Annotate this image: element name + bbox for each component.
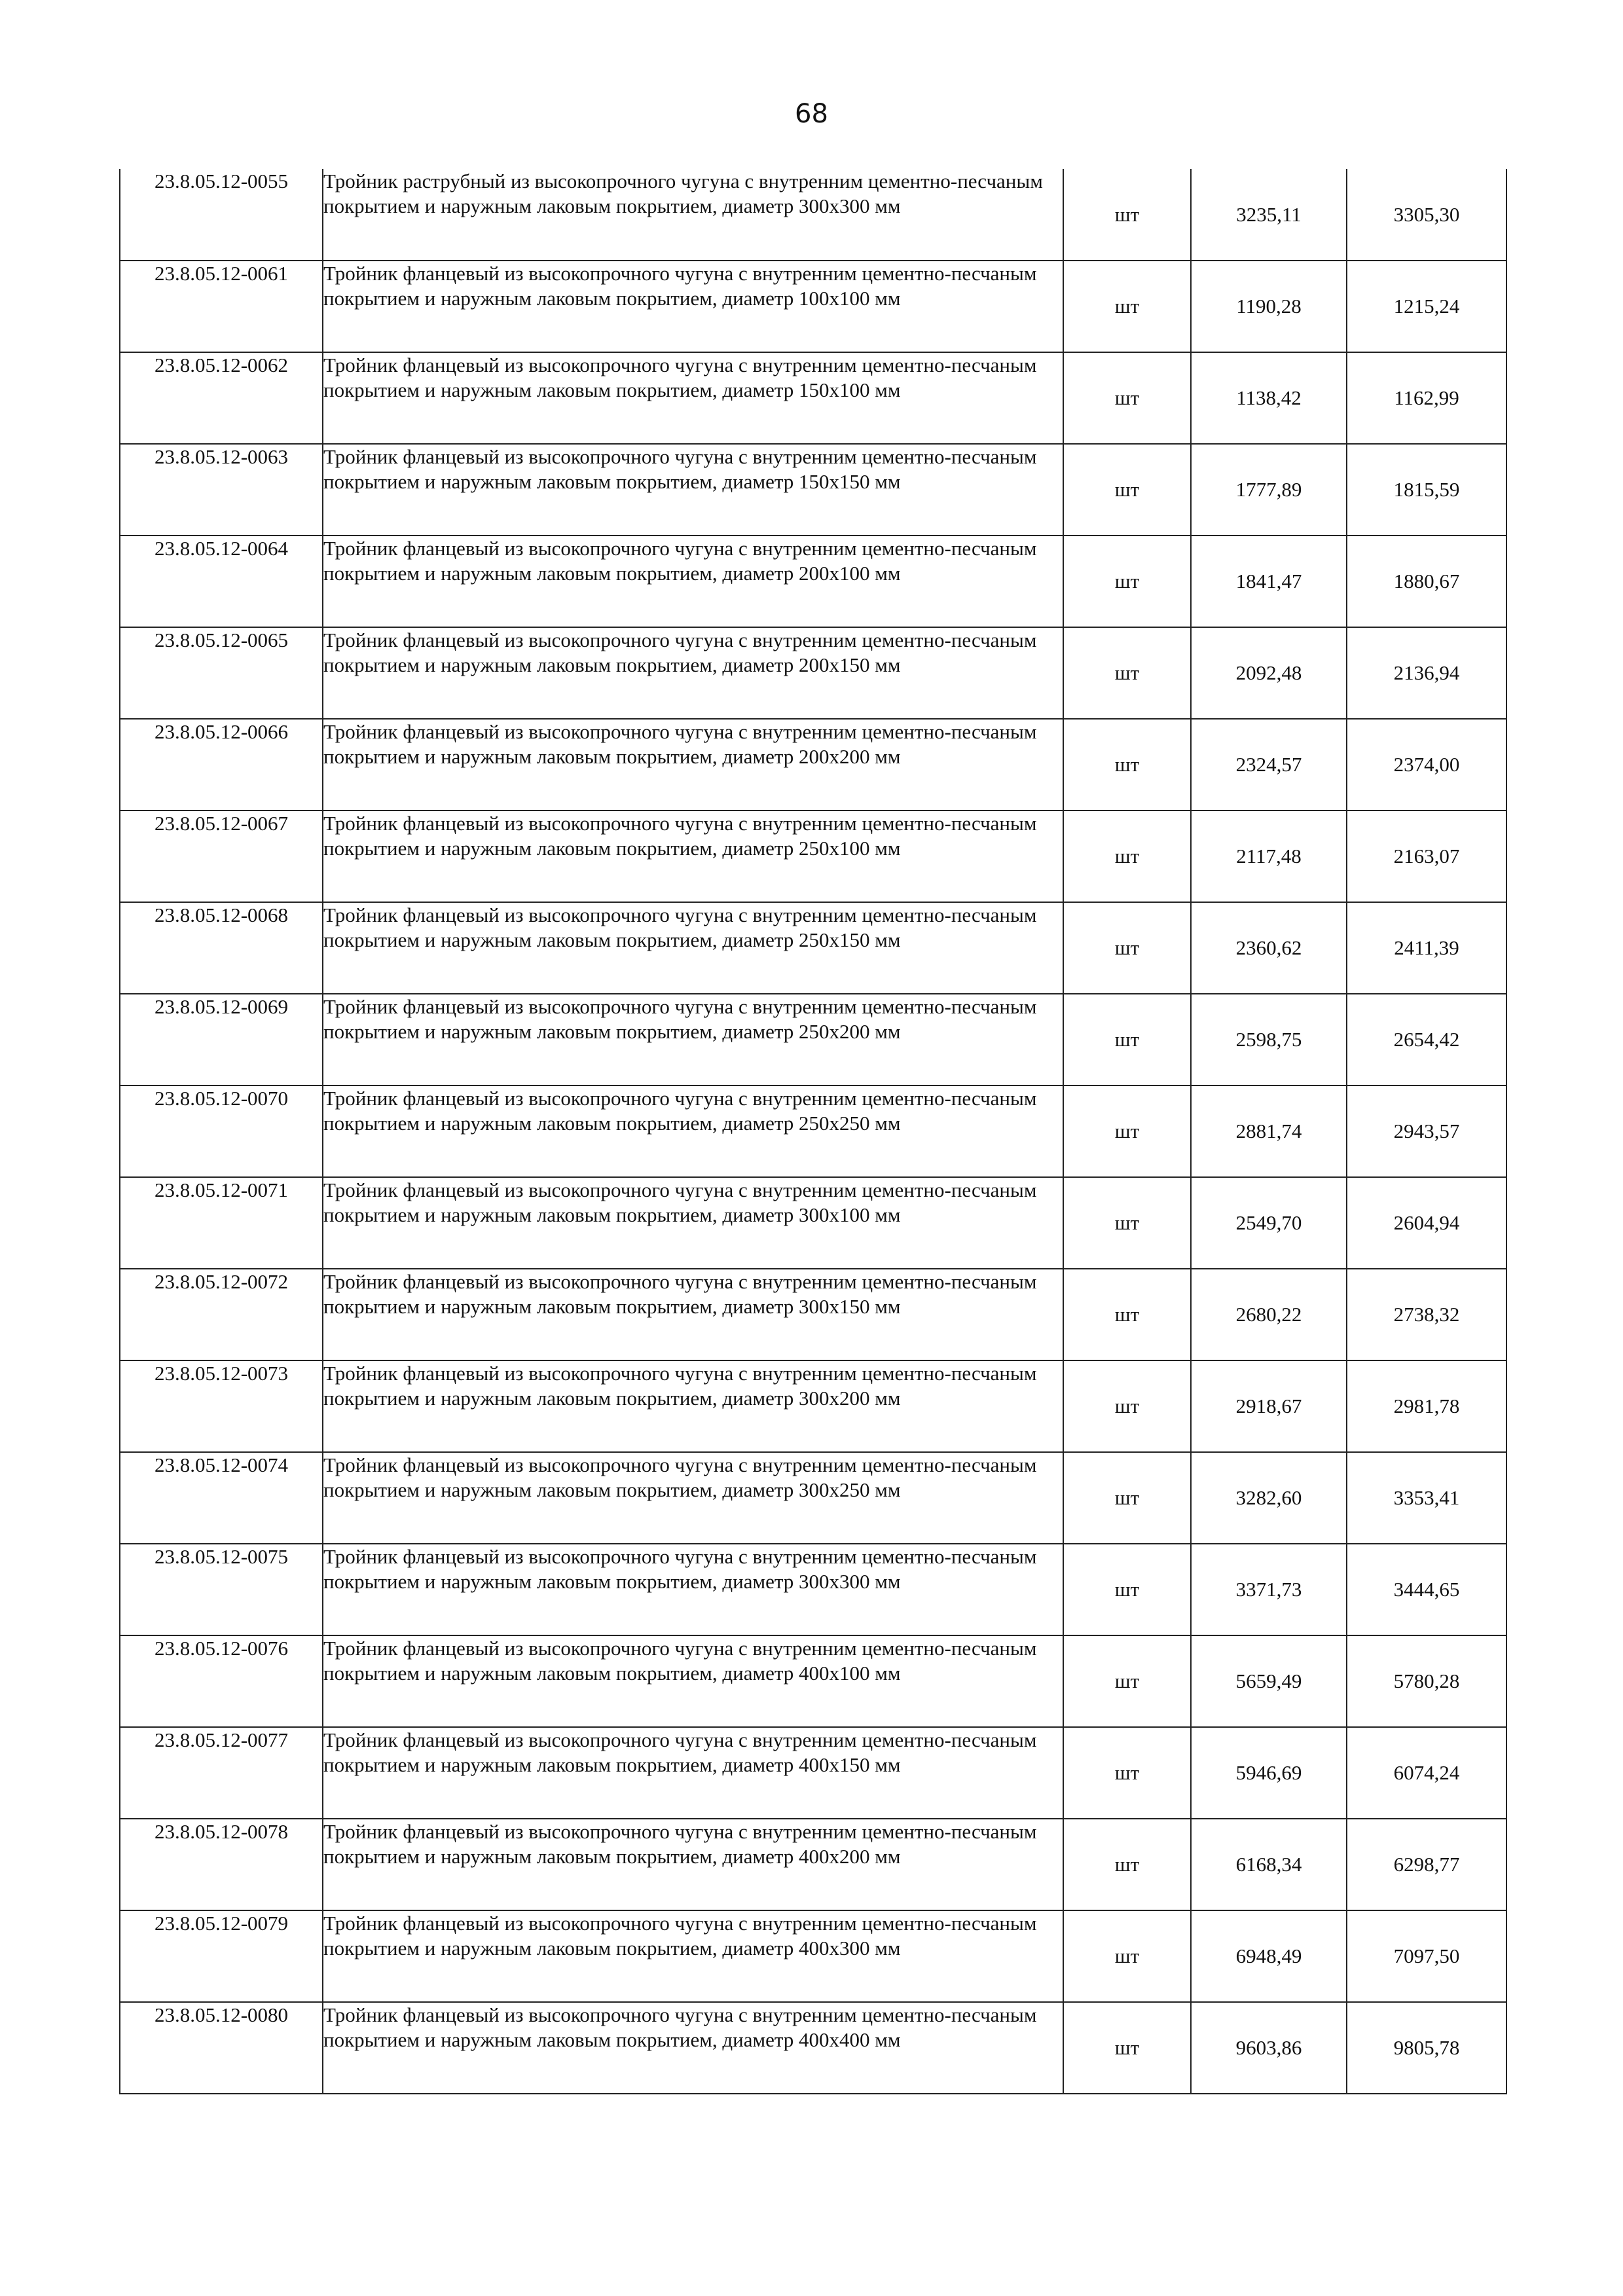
table-row xyxy=(120,1452,1506,1544)
table-row xyxy=(120,1910,1506,2002)
price-1-cell: 3282,60 xyxy=(1191,1452,1347,1544)
item-code-cell: 23.8.05.12-0065 xyxy=(120,627,323,719)
item-code-cell: 23.8.05.12-0076 xyxy=(120,1635,323,1727)
item-code-cell: 23.8.05.12-0070 xyxy=(120,1085,323,1177)
unit-cell: шт xyxy=(1063,1452,1191,1544)
table-row xyxy=(120,169,1506,261)
unit-cell: шт xyxy=(1063,811,1191,902)
price-1-cell: 2092,48 xyxy=(1191,627,1347,719)
price-2-cell: 2604,94 xyxy=(1347,1177,1506,1269)
item-description-cell: Тройник фланцевый из высокопрочного чугуна с внутренним цементно-песчаным покрытием и наружным лаковым покрытием, диаметр 400х300 мм xyxy=(323,1910,1063,2002)
price-2-cell: 6074,24 xyxy=(1347,1727,1506,1819)
price-1-cell: 3235,11 xyxy=(1191,169,1347,261)
unit-cell: шт xyxy=(1063,627,1191,719)
price-1-cell: 2117,48 xyxy=(1191,811,1347,902)
item-description-cell: Тройник фланцевый из высокопрочного чугуна с внутренним цементно-песчаным покрытием и наружным лаковым покрытием, диаметр 150х100 мм xyxy=(323,352,1063,444)
price-1-cell: 2881,74 xyxy=(1191,1085,1347,1177)
price-1-cell: 9603,86 xyxy=(1191,2002,1347,2094)
item-code-cell: 23.8.05.12-0078 xyxy=(120,1819,323,1910)
unit-cell: шт xyxy=(1063,444,1191,536)
item-description-cell: Тройник фланцевый из высокопрочного чугуна с внутренним цементно-песчаным покрытием и наружным лаковым покрытием, диаметр 200х200 мм xyxy=(323,719,1063,811)
unit-cell: шт xyxy=(1063,1635,1191,1727)
unit-cell: шт xyxy=(1063,1819,1191,1910)
price-2-cell: 3353,41 xyxy=(1347,1452,1506,1544)
item-code-cell: 23.8.05.12-0079 xyxy=(120,1910,323,2002)
item-description-cell: Тройник фланцевый из высокопрочного чугуна с внутренним цементно-песчаным покрытием и наружным лаковым покрытием, диаметр 400х200 мм xyxy=(323,1819,1063,1910)
item-description-cell: Тройник фланцевый из высокопрочного чугуна с внутренним цементно-песчаным покрытием и наружным лаковым покрытием, диаметр 200х150 мм xyxy=(323,627,1063,719)
price-2-cell: 1215,24 xyxy=(1347,261,1506,352)
table-row xyxy=(120,811,1506,902)
price-1-cell: 2680,22 xyxy=(1191,1269,1347,1360)
unit-cell: шт xyxy=(1063,1360,1191,1452)
price-2-cell: 5780,28 xyxy=(1347,1635,1506,1727)
price-1-cell: 3371,73 xyxy=(1191,1544,1347,1635)
price-2-cell: 2654,42 xyxy=(1347,994,1506,1085)
price-1-cell: 5946,69 xyxy=(1191,1727,1347,1819)
item-description-cell: Тройник фланцевый из высокопрочного чугуна с внутренним цементно-песчаным покрытием и наружным лаковым покрытием, диаметр 200х100 мм xyxy=(323,536,1063,627)
item-description-cell: Тройник фланцевый из высокопрочного чугуна с внутренним цементно-песчаным покрытием и наружным лаковым покрытием, диаметр 400х400 мм xyxy=(323,2002,1063,2094)
item-code-cell: 23.8.05.12-0074 xyxy=(120,1452,323,1544)
item-code-cell: 23.8.05.12-0069 xyxy=(120,994,323,1085)
item-description-cell: Тройник фланцевый из высокопрочного чугуна с внутренним цементно-песчаным покрытием и наружным лаковым покрытием, диаметр 400х150 мм xyxy=(323,1727,1063,1819)
item-description-cell: Тройник фланцевый из высокопрочного чугуна с внутренним цементно-песчаным покрытием и наружным лаковым покрытием, диаметр 250х200 мм xyxy=(323,994,1063,1085)
table-row xyxy=(120,1360,1506,1452)
price-2-cell: 2374,00 xyxy=(1347,719,1506,811)
price-2-cell: 9805,78 xyxy=(1347,2002,1506,2094)
price-1-cell: 1777,89 xyxy=(1191,444,1347,536)
page-number: 68 xyxy=(795,99,828,129)
table-row xyxy=(120,1085,1506,1177)
item-description-cell: Тройник фланцевый из высокопрочного чугуна с внутренним цементно-песчаным покрытием и наружным лаковым покрытием, диаметр 300х100 мм xyxy=(323,1177,1063,1269)
item-description-cell: Тройник фланцевый из высокопрочного чугуна с внутренним цементно-песчаным покрытием и наружным лаковым покрытием, диаметр 150х150 мм xyxy=(323,444,1063,536)
unit-cell: шт xyxy=(1063,1544,1191,1635)
price-2-cell: 2943,57 xyxy=(1347,1085,1506,1177)
price-2-cell: 1880,67 xyxy=(1347,536,1506,627)
unit-cell: шт xyxy=(1063,261,1191,352)
price-2-cell: 2163,07 xyxy=(1347,811,1506,902)
item-code-cell: 23.8.05.12-0073 xyxy=(120,1360,323,1452)
item-code-cell: 23.8.05.12-0071 xyxy=(120,1177,323,1269)
price-2-cell: 2981,78 xyxy=(1347,1360,1506,1452)
item-description-cell: Тройник фланцевый из высокопрочного чугуна с внутренним цементно-песчаным покрытием и наружным лаковым покрытием, диаметр 300х200 мм xyxy=(323,1360,1063,1452)
item-description-cell: Тройник фланцевый из высокопрочного чугуна с внутренним цементно-песчаным покрытием и наружным лаковым покрытием, диаметр 100х100 мм xyxy=(323,261,1063,352)
unit-cell: шт xyxy=(1063,719,1191,811)
price-2-cell: 6298,77 xyxy=(1347,1819,1506,1910)
price-2-cell: 1162,99 xyxy=(1347,352,1506,444)
price-2-cell: 2136,94 xyxy=(1347,627,1506,719)
table-row xyxy=(120,444,1506,536)
price-2-cell: 3305,30 xyxy=(1347,169,1506,261)
table-row xyxy=(120,1635,1506,1727)
item-description-cell: Тройник фланцевый из высокопрочного чугуна с внутренним цементно-песчаным покрытием и наружным лаковым покрытием, диаметр 400х100 мм xyxy=(323,1635,1063,1727)
unit-cell: шт xyxy=(1063,536,1191,627)
item-code-cell: 23.8.05.12-0062 xyxy=(120,352,323,444)
price-2-cell: 2738,32 xyxy=(1347,1269,1506,1360)
price-1-cell: 1841,47 xyxy=(1191,536,1347,627)
item-code-cell: 23.8.05.12-0068 xyxy=(120,902,323,994)
item-code-cell: 23.8.05.12-0064 xyxy=(120,536,323,627)
price-1-cell: 1138,42 xyxy=(1191,352,1347,444)
unit-cell: шт xyxy=(1063,1177,1191,1269)
item-code-cell: 23.8.05.12-0080 xyxy=(120,2002,323,2094)
item-description-cell: Тройник фланцевый из высокопрочного чугуна с внутренним цементно-песчаным покрытием и наружным лаковым покрытием, диаметр 250х250 мм xyxy=(323,1085,1063,1177)
table-row xyxy=(120,1177,1506,1269)
table-row xyxy=(120,1269,1506,1360)
table-row xyxy=(120,902,1506,994)
item-description-cell: Тройник фланцевый из высокопрочного чугуна с внутренним цементно-песчаным покрытием и наружным лаковым покрытием, диаметр 250х100 мм xyxy=(323,811,1063,902)
price-1-cell: 2918,67 xyxy=(1191,1360,1347,1452)
unit-cell: шт xyxy=(1063,1727,1191,1819)
price-table xyxy=(119,169,1507,2094)
item-code-cell: 23.8.05.12-0055 xyxy=(120,169,323,261)
table-row xyxy=(120,1819,1506,1910)
price-1-cell: 2360,62 xyxy=(1191,902,1347,994)
item-code-cell: 23.8.05.12-0072 xyxy=(120,1269,323,1360)
unit-cell: шт xyxy=(1063,1085,1191,1177)
unit-cell: шт xyxy=(1063,1269,1191,1360)
table-row xyxy=(120,627,1506,719)
unit-cell: шт xyxy=(1063,994,1191,1085)
table-row xyxy=(120,1544,1506,1635)
table-row xyxy=(120,261,1506,352)
unit-cell: шт xyxy=(1063,902,1191,994)
table-row xyxy=(120,1727,1506,1819)
item-description-cell: Тройник фланцевый из высокопрочного чугуна с внутренним цементно-песчаным покрытием и наружным лаковым покрытием, диаметр 300х250 мм xyxy=(323,1452,1063,1544)
item-description-cell: Тройник фланцевый из высокопрочного чугуна с внутренним цементно-песчаным покрытием и наружным лаковым покрытием, диаметр 250х150 мм xyxy=(323,902,1063,994)
price-1-cell: 2598,75 xyxy=(1191,994,1347,1085)
item-description-cell: Тройник раструбный из высокопрочного чугуна с внутренним цементно-песчаным покрытием и наружным лаковым покрытием, диаметр 300х300 мм xyxy=(323,169,1063,261)
unit-cell: шт xyxy=(1063,169,1191,261)
item-code-cell: 23.8.05.12-0063 xyxy=(120,444,323,536)
price-2-cell: 3444,65 xyxy=(1347,1544,1506,1635)
unit-cell: шт xyxy=(1063,2002,1191,2094)
unit-cell: шт xyxy=(1063,352,1191,444)
price-2-cell: 1815,59 xyxy=(1347,444,1506,536)
price-1-cell: 2549,70 xyxy=(1191,1177,1347,1269)
table-row xyxy=(120,536,1506,627)
unit-cell: шт xyxy=(1063,1910,1191,2002)
price-1-cell: 6948,49 xyxy=(1191,1910,1347,2002)
item-code-cell: 23.8.05.12-0066 xyxy=(120,719,323,811)
item-code-cell: 23.8.05.12-0075 xyxy=(120,1544,323,1635)
table-row xyxy=(120,2002,1506,2094)
item-description-cell: Тройник фланцевый из высокопрочного чугуна с внутренним цементно-песчаным покрытием и наружным лаковым покрытием, диаметр 300х150 мм xyxy=(323,1269,1063,1360)
item-description-cell: Тройник фланцевый из высокопрочного чугуна с внутренним цементно-песчаным покрытием и наружным лаковым покрытием, диаметр 300х300 мм xyxy=(323,1544,1063,1635)
price-2-cell: 7097,50 xyxy=(1347,1910,1506,2002)
table-row xyxy=(120,994,1506,1085)
price-1-cell: 2324,57 xyxy=(1191,719,1347,811)
price-1-cell: 6168,34 xyxy=(1191,1819,1347,1910)
item-code-cell: 23.8.05.12-0077 xyxy=(120,1727,323,1819)
price-1-cell: 1190,28 xyxy=(1191,261,1347,352)
price-1-cell: 5659,49 xyxy=(1191,1635,1347,1727)
item-code-cell: 23.8.05.12-0067 xyxy=(120,811,323,902)
price-2-cell: 2411,39 xyxy=(1347,902,1506,994)
item-code-cell: 23.8.05.12-0061 xyxy=(120,261,323,352)
table-row xyxy=(120,719,1506,811)
table-body xyxy=(120,169,1506,2094)
table-row xyxy=(120,352,1506,444)
